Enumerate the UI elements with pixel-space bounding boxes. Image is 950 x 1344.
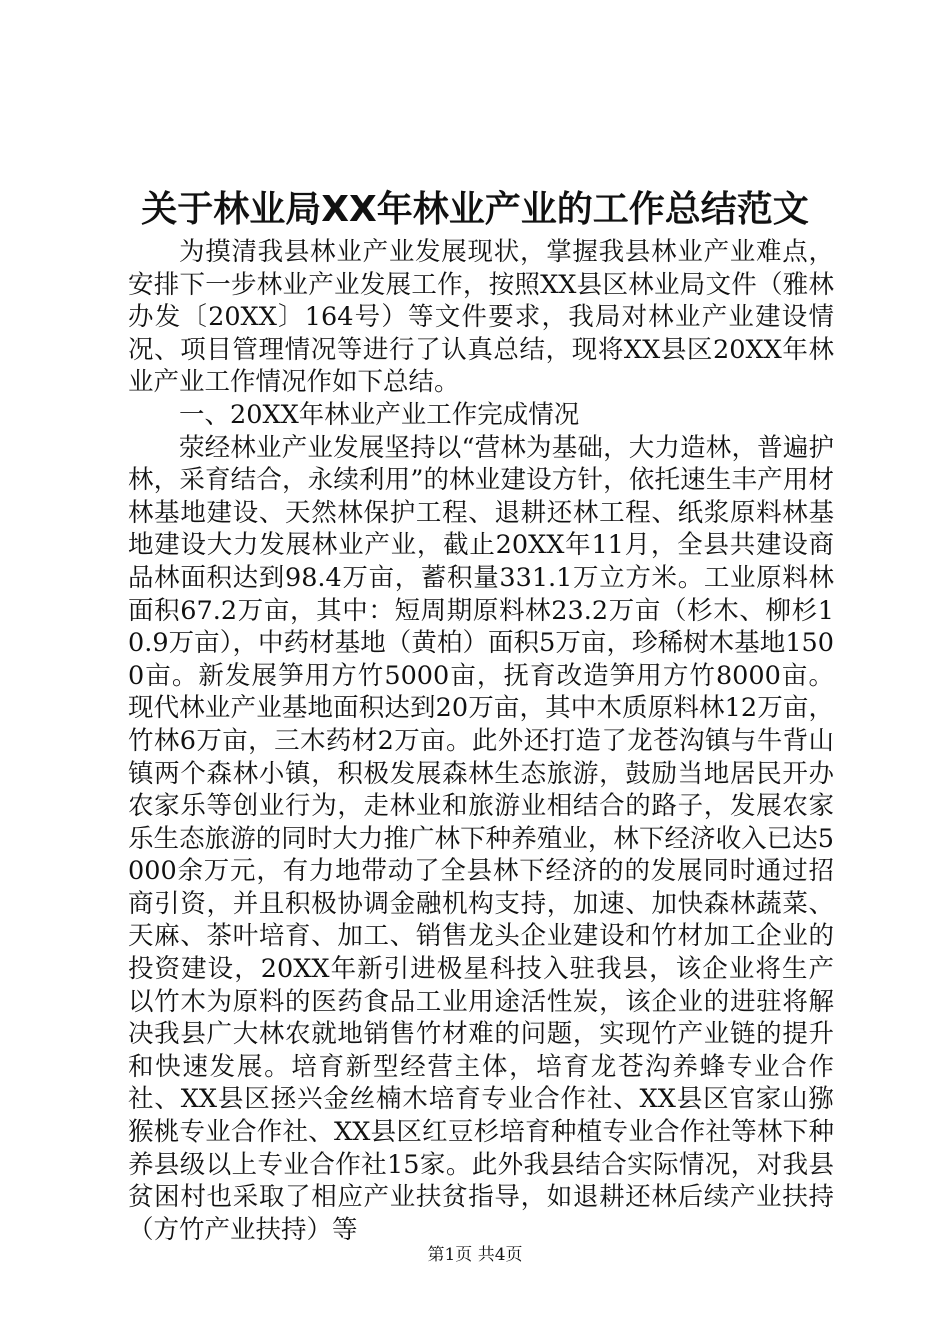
page-footer: 第1页 共4页 [427, 1245, 523, 1265]
section-heading: 一、20XX年林业产业工作完成情况 [179, 399, 580, 430]
intro-paragraph: 为摸清我县林业产业发展现状，掌握我县林业产业难点，安排下一步林业产业发展工作，按照XX县区林业局文件（雅林办发〔20XX〕164号）等文件要求，我局对林业产业建设情况、项目管理情况等进行了认真总结，现将XX县区20XX年林业产业工作情况作如下总结。 [128, 237, 834, 398]
body-paragraph: 荥经林业产业发展坚持以“营林为基础，大力造林，普遍护林，采育结合，永续利用”的林业建设方针，依托速生丰产用材林基地建设、天然林保护工程、退耕还林工程、纸浆原料林基地建设大力发展林业产业，截止20XX年11月，全县共建设商品林面积达到98.4万亩，蓄积量331.1万立方米。工业原料林面积67.2万亩，其中：短周期原料林23.2万亩（杉木、柳杉10.9万亩），中药材基地（黄柏）面积5万亩，珍稀树木基地1500亩。新发展笋用方竹5000亩，抚育改造笋用方竹8000亩。现代林业产业基地面积达到20万亩，其中木质原料林12万亩，竹林6万亩，三木药材2万亩。此外还打造了龙苍沟镇与牛背山镇两个森林小镇，积极发展森林生态旅游，鼓励当地居民开办农家乐等创业行为，走林业和旅游业相结合的路子，发展农家乐生态旅游的同时大力推广林下种养殖业，林下经济收入已达5000余万元，有力地带动了全县林下经济的的发展同时通过招商引资，并且积极协调金融机构支持，加速、加快森林蔬菜、天麻、茶叶培育、加工、销售龙头企业建设和竹材加工企业的投资建设，20XX年新引进极星科技入驻我县，该企业将生产以竹木为原料的医药食品工业用途活性炭，该企业的进驻将解决我县广大林农就地销售竹材难的问题，实现竹产业链的提升和快速发展。培育新型经营主体，培育龙苍沟养蜂专业合作社、XX县区拯兴金丝楠木培育专业合作社、XX县区官家山猕猴桃专业合作社、XX县区红豆杉培育种植专业合作社等林下种养县级以上专业合作社15家。此外我县结合实际情况，对我县贫困村也采取了相应产业扶贫指导，如退耕还林后续产业扶持（方竹产业扶持）等 [128, 432, 834, 1245]
document-title: 关于林业局XX年林业产业的工作总结范文 [141, 189, 809, 230]
document-body [128, 236, 834, 1246]
